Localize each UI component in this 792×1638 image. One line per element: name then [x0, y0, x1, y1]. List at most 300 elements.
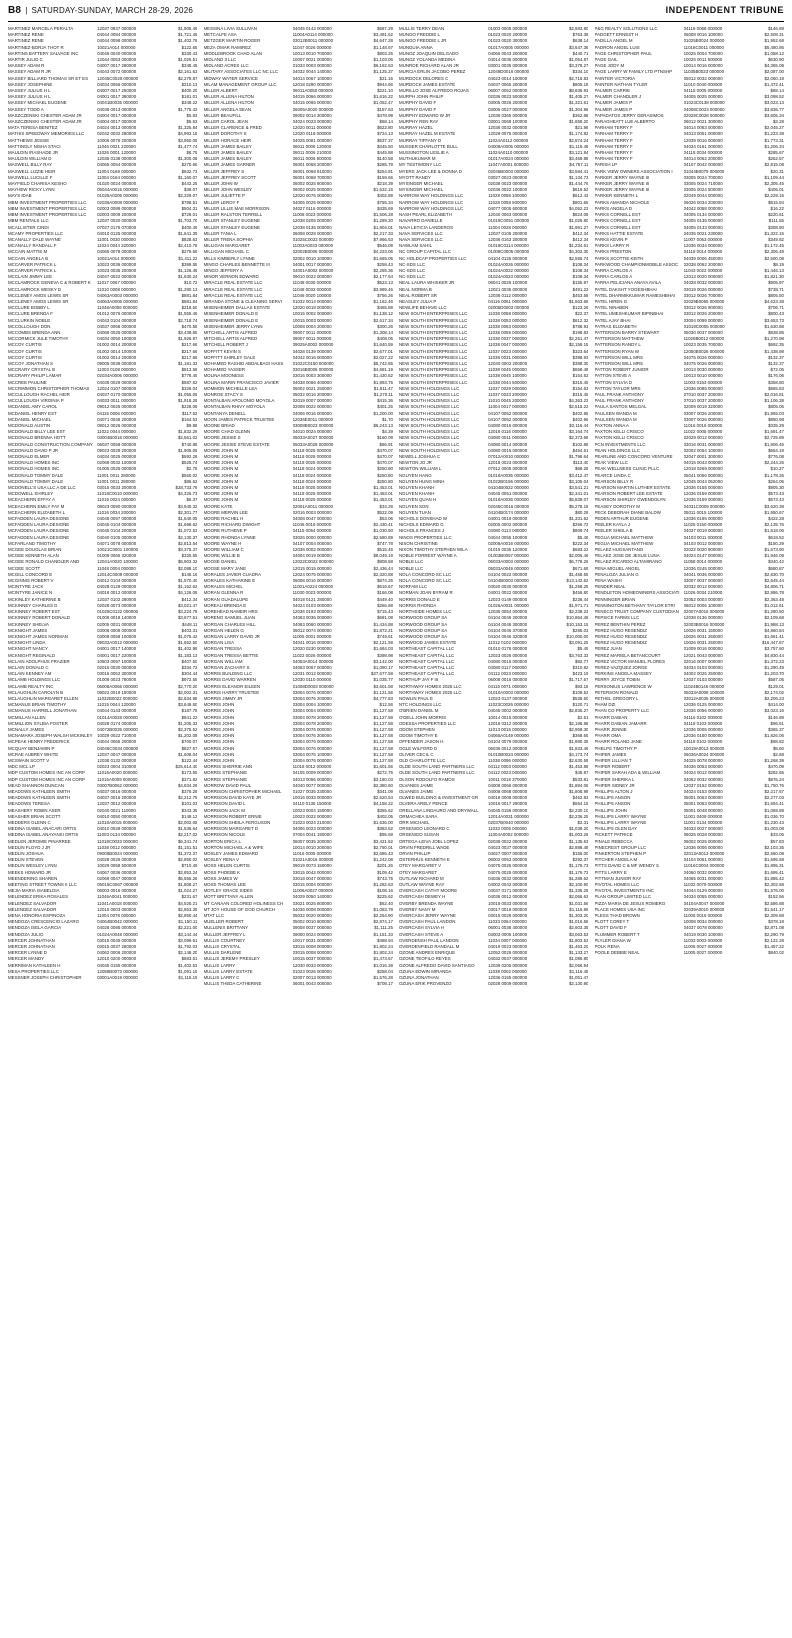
- amount-due: $1,127.58: [373, 720, 393, 726]
- owner-name: NORTHEAST CAPITAL LLC: [399, 658, 455, 664]
- amount-due: $10.27: [770, 466, 784, 472]
- amount-due: $729.01: [181, 212, 198, 218]
- amount-due: $2,135.76: [764, 522, 784, 528]
- amount-due: $2,238.23: [568, 609, 589, 615]
- amount-due: $2,630.59: [568, 757, 589, 763]
- owner-name: PARKS HATTIE ESTATE: [594, 230, 644, 236]
- owner-name: MEADOWS KATHLEEN SMITH: [8, 795, 71, 801]
- amount-due: $3,835.77: [764, 106, 784, 112]
- amount-due: $201.26: [377, 863, 393, 869]
- owner-name: MCDONALD TOMMY DALE: [8, 478, 64, 484]
- amount-due: $2,002.08: [177, 820, 198, 825]
- owner-name: MILLS KIMBERLY LYNNE: [203, 255, 255, 261]
- amount-due: $111.55: [768, 218, 784, 224]
- amount-due: $1,630.88: [764, 323, 784, 329]
- owner-name: NINOS PROPERTIES LLC: [399, 534, 452, 540]
- amount-due: $1,127.58: [373, 708, 393, 714]
- owner-name: MCGINNIS ROBERT V: [8, 578, 54, 584]
- owner-name: MULLIS COURTNEY: [203, 937, 246, 943]
- owner-name: ORMACHEA SARA: [399, 813, 438, 819]
- owner-name: MOORE JOHN M: [203, 485, 239, 491]
- amount-due: $3,677.51: [177, 615, 198, 621]
- owner-name: MATA TERESA BENITEZ: [8, 125, 58, 131]
- parcel-number: 04001 0017 380000: [97, 94, 137, 100]
- amount-due: $3,375.37: [177, 547, 198, 553]
- parcel-number: 01022B0156 000000: [488, 478, 529, 484]
- parcel-number: 09012 0025 000000: [97, 404, 137, 410]
- parcel-number: 01024A0022 000000: [488, 267, 529, 273]
- amount-due: $1,024.27: [177, 888, 198, 894]
- owner-name: PARKS SCOTTIE KEITH: [594, 255, 644, 261]
- amount-due: $2,959.30: [568, 726, 589, 732]
- amount-due: $1,446.13: [764, 267, 784, 273]
- owner-name: MURPHY REN RAY: [399, 119, 439, 125]
- parcel-number: 11037 0029 000000: [488, 385, 527, 391]
- parcel-number: 11007 0063 000000: [683, 236, 723, 242]
- parcel-number: 04118 0024 000000: [292, 466, 332, 472]
- parcel-number: 03016 0031 000000: [683, 441, 723, 447]
- amount-due: $1,694.41: [764, 801, 784, 807]
- parcel-number: 12023 0137 000000: [488, 695, 528, 701]
- parcel-number: 11016A0020 000000: [97, 770, 138, 776]
- amount-due: $2,341.01: [568, 491, 589, 497]
- parcel-number: 11018 0012 000000: [292, 764, 332, 770]
- parcel-number: 06008 0028 000000: [292, 230, 332, 236]
- amount-due: $1,658.20: [568, 119, 589, 125]
- amount-due: $4.29: [381, 429, 393, 435]
- amount-due: $93.18: [575, 683, 589, 689]
- parcel-number: 12015 0015 000000: [292, 565, 332, 571]
- owner-name: OVERCASH DEWEY H: [399, 894, 446, 900]
- parcel-number: 04006 0016 000000: [292, 410, 332, 416]
- amount-due: $448.11: [181, 621, 198, 627]
- owner-name: OZUNA ERIK PROVENZO: [399, 981, 452, 987]
- owner-name: MEEKS HOWARD JR: [8, 869, 52, 875]
- amount-due: $1,918.28: [177, 398, 198, 404]
- owner-name: MULLIS LARRY C: [203, 975, 240, 981]
- owner-name: OZONE ANDRES ENRIQUE: [399, 950, 456, 956]
- owner-name: PAINTER VICTORIA: [594, 75, 636, 81]
- parcel-number: 03004 0076 100000: [292, 751, 332, 757]
- amount-due: $2,770.20: [177, 683, 198, 689]
- amount-due: $6,162.63: [373, 63, 393, 69]
- amount-due: $412.34: [572, 236, 589, 242]
- amount-due: $4,365.09: [764, 63, 784, 69]
- owner-name: MURDOCK DELORES C: [399, 75, 449, 81]
- parcel-number: 12037 0105 200000: [488, 230, 528, 236]
- owner-name: MUNGUIA ANNA: [399, 44, 433, 50]
- amount-due: $2,100.90: [568, 882, 589, 888]
- amount-due: $3,989.46: [373, 286, 393, 292]
- amount-due: $402.05: [377, 813, 393, 819]
- owner-name: PARRA CARLOS A: [594, 274, 633, 280]
- owner-name: PIVOTAL INVESTMENTS INC: [594, 888, 654, 894]
- amount-due: $45.87: [575, 770, 589, 776]
- parcel-number: 04105 0009 000000: [292, 770, 332, 776]
- amount-due: $1,150.11: [178, 919, 198, 925]
- parcel-number: 03018 0047 000000: [292, 875, 332, 881]
- owner-name: MURCIA ERLIN JACOBO PEREZ: [399, 69, 466, 75]
- parcel-number: 10015 0037 000000: [292, 956, 332, 962]
- owner-name: PATTON ROBERT JUNIOR: [594, 367, 649, 373]
- parcel-number: 02068 0032 100000: [97, 460, 137, 466]
- parcel-number: 04038 0013 000000: [97, 106, 137, 112]
- owner-name: MCCREE PAULINE: [8, 379, 47, 385]
- parcel-number: 11015 0044 120000: [97, 702, 136, 708]
- parcel-number: 06001 0043 000000: [292, 981, 332, 987]
- owner-name: PELAEZ HUGSANTANO: [594, 547, 644, 553]
- owner-name: MILITARY ASSOCIATES LLC NC LLC: [203, 69, 279, 75]
- owner-name: MEAD SHANNON DUNCAN: [8, 782, 64, 788]
- amount-due: $402.89: [377, 193, 393, 199]
- parcel-number: 09007 0011 000000: [292, 336, 332, 342]
- parcel-number: 04034 0025 000000: [97, 454, 137, 460]
- amount-due: $218.60: [181, 305, 198, 311]
- owner-name: PARKER JERRY WAYNE III: [594, 187, 650, 193]
- amount-due: $266.88: [377, 602, 393, 608]
- amount-due: $376.28: [181, 788, 198, 794]
- amount-due: $1,321.61: [568, 100, 589, 106]
- amount-due: $618.52: [768, 534, 784, 540]
- amount-due: $1,055.06: [177, 391, 198, 397]
- parcel-number: 04118 0102 000000: [683, 739, 723, 745]
- owner-name: MCEACHERN EMILY FAY M: [8, 503, 65, 509]
- amount-due: $2,265.36: [373, 267, 393, 273]
- amount-due: $776.08: [768, 454, 784, 460]
- parcel-number: 04015 0043 000000: [683, 460, 723, 466]
- amount-due: $3,421.62: [373, 838, 393, 844]
- amount-due: $4,302.30: [568, 249, 589, 255]
- parcel-number: 03004 0076 000000: [292, 745, 332, 751]
- parcel-number: 04075 0026 000000: [683, 354, 723, 360]
- owner-name: PARKS CORNELL EST: [594, 212, 641, 218]
- parcel-number: 06002 0021 250000: [292, 385, 332, 391]
- owner-name: MILLER ANGELA SEAN: [203, 106, 252, 112]
- parcel-number: 04104B0022 000000: [488, 485, 529, 491]
- parcel-number: 11004A0114 000000: [292, 32, 333, 38]
- amount-due: $1,325.84: [177, 125, 198, 131]
- parcel-number: 02036 0023 500000: [488, 94, 528, 100]
- parcel-number: 04080 0015 000000: [488, 658, 528, 664]
- amount-due: $700.07: [181, 739, 198, 745]
- owner-name: O'DELL JOHN MORRIS: [399, 714, 447, 720]
- owner-name: PLYLER DIANA W: [594, 937, 631, 943]
- owner-name: MORALES KATHARINE E: [203, 578, 256, 584]
- owner-name: PENNINGER BRIAN: [594, 596, 636, 602]
- owner-name: MITCHELL ARTIS ALFRED: [203, 336, 258, 342]
- owner-name: OLWED BUILDING & INVESTMENT GR: [399, 795, 479, 801]
- amount-due: $724.13: [377, 131, 393, 137]
- owner-name: MITCHELL ARTIS ALFRED: [203, 329, 258, 335]
- amount-due: $1,616.22: [373, 94, 393, 100]
- amount-due: $1,453.01: [373, 491, 393, 497]
- owner-name: MCANALLY DALE WAYNE: [8, 236, 61, 242]
- owner-name: PEARLINE AND CONCORD VENTURE: [594, 454, 673, 460]
- amount-due: $164.53: [181, 416, 198, 422]
- amount-due: $1,203.70: [764, 671, 784, 677]
- amount-due: $1,234.61: [568, 243, 589, 249]
- amount-due: $2,410.78: [177, 243, 198, 249]
- owner-name: MCAMY PROPERTIES LLC: [8, 230, 63, 236]
- parcel-number: 11033 0003 000000: [683, 937, 723, 943]
- amount-due: $445.88: [377, 150, 393, 156]
- amount-due: $4,126.08: [177, 590, 198, 596]
- amount-due: $1,135.63: [568, 838, 589, 844]
- amount-due: $10,153.15: [566, 621, 589, 627]
- owner-name: PITTS LARRY E: [594, 869, 627, 875]
- amount-due: $1,453.01: [373, 485, 393, 491]
- amount-due: $335.29: [768, 423, 784, 428]
- amount-due: $403.31: [181, 627, 198, 633]
- amount-due: $738.71: [768, 286, 784, 292]
- owner-name: PHIFER SHERIKA L: [594, 776, 635, 782]
- parcel-number: 12030 0110 000000: [292, 677, 332, 683]
- parcel-number: 04104 0046 300000: [488, 621, 528, 627]
- amount-due: $4,326.73: [177, 491, 198, 497]
- parcel-number: 04065 0031 000000: [683, 875, 723, 881]
- parcel-number: 04034 0056 000000: [97, 81, 137, 87]
- amount-due: $1,086.80: [568, 956, 589, 962]
- owner-name: OZUNA JONATHAN: [399, 975, 439, 981]
- parcel-number: 11024 0044 320000: [97, 243, 136, 249]
- parcel-number: 11001 0011 280000: [97, 472, 136, 478]
- amount-due: $2,060.19: [764, 75, 784, 81]
- amount-due: $1,172.45: [764, 243, 784, 249]
- owner-name: PAGE CHRISTOPHER PAUL: [594, 50, 652, 56]
- owner-name: MORRISON DAVID KAYE JR: [203, 795, 262, 801]
- parcel-number: 04080 0016 000000: [488, 423, 528, 428]
- amount-due: $2,886.78: [764, 590, 784, 596]
- owner-name: MURDOCK JAMES ESTATE: [399, 81, 456, 87]
- parcel-number: 04001 0017 220000: [97, 652, 137, 658]
- amount-due: $334.72: [181, 664, 198, 670]
- owner-name: MCFADDEN LAURA DESIONE: [8, 516, 70, 522]
- parcel-number: 12020 0118 000000: [292, 131, 332, 137]
- amount-due: $3,620.38: [764, 503, 784, 509]
- parcel-number: 04038 0066 400000: [292, 379, 332, 385]
- amount-due: $813.58: [181, 367, 198, 373]
- amount-due: $1,115.15: [178, 975, 198, 981]
- parcel-number: 04044 0055 100000: [488, 534, 528, 540]
- parcel-number: 04115 0006 000000: [97, 410, 136, 416]
- amount-due: $1,555.46: [177, 311, 198, 317]
- parcel-number: 12039 0205 000000: [488, 962, 528, 968]
- amount-due: $3,605.34: [764, 112, 784, 118]
- parcel-number: 11016C0004 000000: [683, 863, 725, 869]
- parcel-number: 11048 0032 000000: [292, 286, 332, 292]
- owner-name: NORTHUP JAY F III: [399, 677, 439, 683]
- owner-name: PAUL FRANK ANTHONY: [594, 391, 645, 397]
- parcel-number: 01009 0065 320000: [97, 553, 137, 559]
- owner-name: MCGILL CONCORD E: [8, 571, 53, 577]
- parcel-number: 03004 0076 000000: [292, 757, 332, 763]
- owner-name: PIZZA MARIA DE JESUS ROMERO: [594, 900, 666, 906]
- owner-name: MCLAIN ADOLPHUS FRAZIER: [8, 658, 70, 664]
- parcel-number: 09022 0019 150000: [97, 689, 137, 695]
- parcel-number: 12050B0026 000000: [683, 348, 725, 354]
- amount-due: $1,438.98: [764, 348, 784, 354]
- amount-due: $148.12: [181, 813, 198, 819]
- parcel-number: 04018 0008 000000: [488, 795, 528, 801]
- amount-due: $400.49: [181, 224, 198, 230]
- owner-name: PHARR JENNIE: [594, 726, 627, 732]
- amount-due: $2.78: [186, 466, 198, 472]
- amount-due: $1,183.13: [177, 652, 198, 658]
- owner-name: MCINTYRE JACK: [8, 584, 44, 590]
- owner-name: MCLAIN DONALD C: [8, 664, 49, 670]
- amount-due: $388.30: [572, 360, 589, 366]
- owner-name: NICHOLS FRANCES J: [399, 528, 445, 534]
- amount-due: $2,874.17: [373, 919, 393, 925]
- owner-name: PHIFER SARAH ADA & WILLIAM: [594, 770, 661, 776]
- parcel-number: 01022C0150 000000: [292, 360, 334, 366]
- owner-name: NAVARRO DANIELLE: [399, 218, 443, 224]
- amount-due: $4,681.19: [373, 367, 393, 373]
- amount-due: $225.62: [377, 894, 393, 900]
- owner-name: MILLER JEFFREY S: [203, 168, 245, 174]
- parcel-number: 01019C0005 000000: [683, 323, 725, 329]
- parcel-number: 04032 0037 000000: [488, 956, 528, 962]
- owner-name: MUNOZ YOLANDA MEDINA: [399, 57, 456, 63]
- amount-due: $343.35: [181, 807, 198, 813]
- parcel-number: 12035 0138 000000: [97, 156, 137, 162]
- owner-name: PATRAS ELIZABETH: [594, 323, 637, 329]
- owner-name: PLOTT DAVID F: [594, 925, 627, 931]
- owner-name: MERCER JOHNATHAN: [8, 944, 55, 950]
- parcel-number: 04014 0063 000000: [683, 125, 723, 131]
- amount-due: $840.02: [768, 950, 784, 956]
- amount-due: $1,075.42: [177, 633, 198, 639]
- owner-name: PALMER CARRIE: [594, 88, 631, 94]
- parcel-number: 04037 0019 000000: [683, 528, 723, 534]
- owner-name: NEW SOUTH ENTERPRISES LLC: [399, 317, 468, 323]
- amount-due: $488.94: [377, 937, 393, 943]
- parcel-number: 03015 0042 000000: [292, 869, 332, 875]
- parcel-number: 04065A0149 000000: [488, 733, 529, 739]
- amount-due: $349.82: [768, 236, 784, 242]
- amount-due: $282.65: [768, 770, 784, 776]
- amount-due: $27,677.58: [371, 671, 393, 677]
- amount-due: $4,223.06: [373, 249, 393, 255]
- parcel-number: 02007 0013 000000: [292, 975, 332, 981]
- parcel-number: 04019 0023 000000: [488, 944, 528, 950]
- parcel-number: 04025 0081 000000: [292, 137, 332, 143]
- amount-due: $250.80: [377, 466, 393, 472]
- parcel-number: 04001 0019 000000: [488, 516, 528, 522]
- amount-due: $2,206.23: [764, 695, 784, 701]
- owner-name: MOOSE MARY JANE: [203, 565, 247, 571]
- amount-due: $827.57: [181, 745, 198, 751]
- amount-due: $573.43: [768, 491, 784, 497]
- amount-due: $160.09: [377, 435, 393, 441]
- amount-due: $8,049.19: [373, 553, 393, 559]
- amount-due: $304.44: [181, 671, 198, 677]
- owner-name: PARAGHEATT LUE ALBERTO: [594, 119, 655, 125]
- parcel-number: 04028 0032 000000: [683, 280, 723, 286]
- amount-due: $573.43: [768, 497, 784, 503]
- parcel-number: 04115 0054 000000: [292, 528, 332, 534]
- owner-name: NC-SDS LLC: [399, 261, 426, 267]
- owner-name: PEARSON MARTIN LUTHER ESTATE: [594, 485, 671, 491]
- owner-name: MCCLAIN JIMMY LEE: [8, 274, 53, 280]
- owner-name: PATTON TAYLOR MRS: [594, 385, 641, 391]
- owner-name: MULLIS DARLENE: [203, 950, 242, 956]
- parcel-number: 04039 0006 450000: [683, 255, 723, 261]
- parcel-number: 11047A0001 000000: [488, 162, 529, 168]
- amount-due: $122.65: [181, 44, 198, 50]
- amount-due: $1,176.73: [568, 869, 589, 875]
- owner-name: MCDONALD TOMMY DALE: [8, 472, 64, 478]
- parcel-number: 05033A0049 000000: [488, 565, 529, 571]
- amount-due: $2,853.35: [177, 906, 198, 912]
- amount-due: $140.58: [377, 156, 393, 162]
- amount-due: $2,006.46: [568, 553, 589, 559]
- owner-name: PELAEZ RICARDO ALTAMIRANO: [594, 559, 662, 565]
- parcel-number: 09007 0011 000000: [292, 329, 332, 335]
- amount-due: $470.07: [377, 447, 393, 453]
- owner-name: OUTLAW WAYNE RAY: [399, 882, 445, 888]
- amount-due: $2,580.89: [373, 534, 393, 540]
- parcel-number: 12010 0200 000000: [97, 956, 137, 962]
- parcel-number: 11001A0224 000000: [292, 584, 334, 590]
- owner-name: PLOTT COREY T: [594, 919, 630, 925]
- owner-name: NEW SOUTH HOLDINGS LLC: [399, 398, 460, 404]
- owner-name: MATTINGLY NISHA STACI: [8, 143, 61, 149]
- owner-name: MORROW DAVID PAUL: [203, 782, 252, 788]
- parcel-number: 04045 0155 000000: [97, 962, 137, 968]
- amount-due: $2,850.02: [177, 857, 198, 863]
- amount-due: $671.69: [572, 565, 589, 571]
- owner-name: PETHEL GREGORY L: [594, 695, 639, 701]
- parcel-number: 11024A0112 000000: [488, 137, 529, 143]
- owner-name: MOLINA MOONESS: [203, 373, 244, 379]
- parcel-number: 02009 0019 320000: [683, 404, 723, 410]
- parcel-number: 01002 0014 200000: [97, 354, 137, 360]
- owner-name: MILAM MANAGEMENT GROUP LLC: [203, 81, 277, 87]
- amount-due: $710.46: [181, 863, 198, 869]
- parcel-number: 04063A0006 000000: [97, 298, 138, 304]
- amount-due: $2,161.63: [177, 69, 198, 75]
- owner-name: MURRAY TIFFANY D: [399, 137, 442, 143]
- parcel-number: 04104 0061 000000: [683, 857, 723, 863]
- parcel-number: 04033 0027 000000: [683, 826, 723, 832]
- parcel-number: 10014 0010 200000: [292, 844, 332, 850]
- owner-name: MULLIS JEREMY PRESLEY: [203, 956, 260, 962]
- parcel-number: 04004 0019 000000: [292, 553, 332, 559]
- parcel-number: 11038 0031 000000: [488, 354, 527, 360]
- amount-due: $2,305.45: [764, 181, 784, 187]
- parcel-number: 12018 0269 000000: [683, 466, 723, 472]
- owner-name: MCCOMBS BRENDA ANN: [8, 329, 61, 335]
- parcel-number: 06036 0012 000000: [488, 745, 528, 751]
- owner-name: MUSSER CHARLOTTE BULL: [399, 143, 458, 149]
- parcel-number: 04037 0171 000000: [488, 888, 528, 894]
- owner-name: NEW SOUTH HOLDINGS LLC: [399, 447, 460, 453]
- parcel-number: 01021A0016 000000: [292, 857, 334, 863]
- parcel-number: 03004 0076 200000: [292, 695, 332, 701]
- parcel-number: 05033A0003 000000: [488, 559, 529, 565]
- parcel-number: 04077 0005 600000: [488, 205, 528, 211]
- parcel-number: 10021C0001 100000: [97, 547, 139, 553]
- amount-due: $1,453.01: [373, 497, 393, 503]
- parcel-number: 01012 0076 000000: [97, 311, 137, 317]
- owner-name: NEW SOUTH HOLDINGS LLC: [399, 410, 460, 416]
- parcel-number: 10007 0021 000000: [292, 57, 332, 63]
- owner-name: NEAL NORMA B: [399, 286, 432, 292]
- amount-due: $275.66: [181, 249, 198, 255]
- parcel-number: 04043 0104 000000: [97, 317, 137, 323]
- parcel-number: 01014A0028 000000: [97, 714, 138, 720]
